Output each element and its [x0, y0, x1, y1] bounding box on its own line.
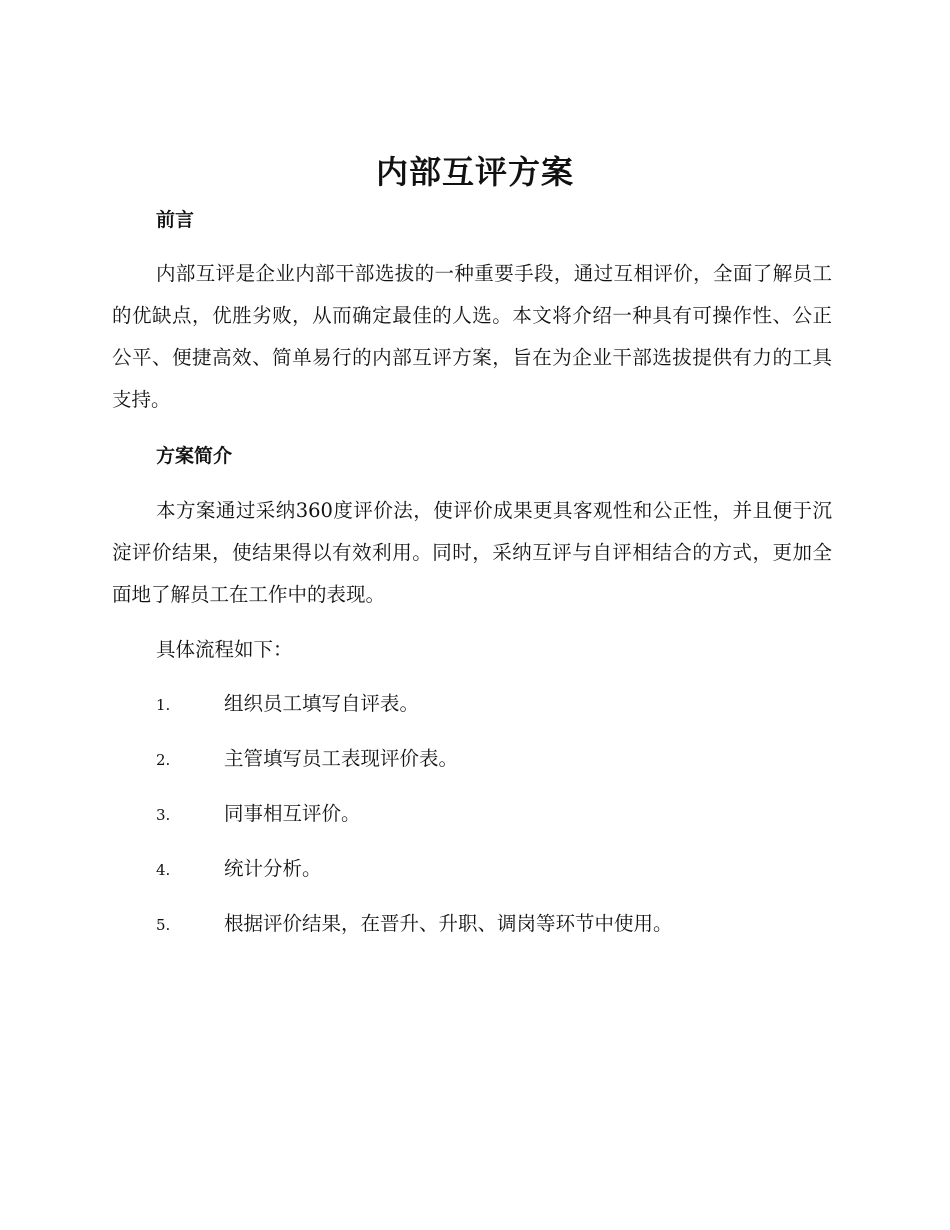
list-item	[156, 690, 856, 720]
step-text: 组织员工填写自评表。	[224, 692, 420, 715]
list-item	[156, 910, 856, 940]
step-number: 4.	[156, 861, 171, 879]
step-text: 统计分析。	[224, 857, 322, 880]
section-heading-overview: 方案简介	[156, 445, 233, 467]
step-number: 2.	[156, 751, 171, 769]
step-number: 3.	[156, 806, 171, 824]
document-title: 内部互评方案	[375, 153, 574, 191]
preface-paragraph: 内部互评是企业内部干部选拔的一种重要手段，通过互相评价，全面了解员工的优缺点，优胜劣败，从而确定最佳的人选。本文将介绍一种具有可操作性、公正公平、便捷高效、简单易行的内部互评方案，旨在为企业干部选拔提供有力的工具支持。	[112, 262, 832, 411]
overview-paragraph: 本方案通过采纳360度评价法，使评价成果更具客观性和公正性，并且便于沉淀评价结果，使结果得以有效利用。同时，采纳互评与自评相结合的方式，更加全面地了解员工在工作中的表现。	[112, 499, 832, 606]
list-item	[156, 745, 856, 775]
list-item	[156, 800, 856, 830]
step-number: 5.	[156, 916, 171, 934]
step-text: 主管填写员工表现评价表。	[224, 747, 459, 770]
step-number: 1.	[156, 696, 171, 714]
section-heading-preface: 前言	[156, 209, 195, 231]
step-text: 同事相互评价。	[224, 802, 361, 825]
list-item	[156, 855, 856, 885]
process-intro: 具体流程如下：	[156, 638, 293, 661]
step-text: 根据评价结果，在晋升、升职、调岗等环节中使用。	[224, 912, 673, 935]
